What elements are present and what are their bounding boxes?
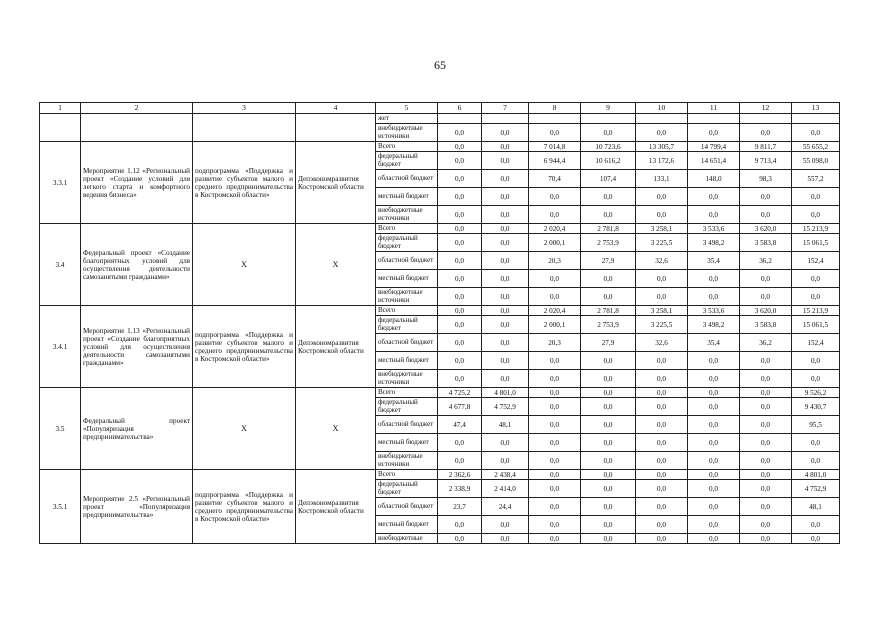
amount-cell: [482, 114, 529, 124]
amount-cell: 4 801,0: [792, 470, 840, 480]
amount-cell: 0,0: [438, 452, 482, 470]
amount-cell: 0,0: [581, 480, 636, 498]
funding-source-cell: Всего: [376, 388, 438, 398]
amount-cell: 0,0: [636, 480, 688, 498]
funding-source-cell: местный бюджет: [376, 516, 438, 534]
funding-source-cell: Всего: [376, 470, 438, 480]
executor-cell: X: [296, 388, 376, 470]
amount-cell: [740, 114, 792, 124]
amount-cell: 13 172,6: [636, 152, 688, 170]
amount-cell: 0,0: [482, 452, 529, 470]
amount-cell: 0,0: [438, 306, 482, 316]
amount-cell: 13 305,7: [636, 142, 688, 152]
amount-cell: 55 655,2: [792, 142, 840, 152]
amount-cell: 0,0: [438, 352, 482, 370]
amount-cell: 9 811,7: [740, 142, 792, 152]
amount-cell: 20,3: [529, 252, 581, 270]
amount-cell: 2 753,9: [581, 234, 636, 252]
amount-cell: 0,0: [688, 188, 740, 206]
amount-cell: 0,0: [740, 206, 792, 224]
amount-cell: 0,0: [740, 388, 792, 398]
amount-cell: [792, 114, 840, 124]
amount-cell: 0,0: [438, 152, 482, 170]
amount-cell: 0,0: [482, 316, 529, 334]
amount-cell: 0,0: [688, 124, 740, 142]
funding-source-cell: Всего: [376, 306, 438, 316]
funding-source-cell: внебюджетные источники: [376, 206, 438, 224]
amount-cell: 2 781,8: [581, 306, 636, 316]
amount-cell: 0,0: [636, 206, 688, 224]
amount-cell: 0,0: [438, 252, 482, 270]
amount-cell: 0,0: [740, 452, 792, 470]
row-number-cell: 3.4.1: [40, 306, 81, 388]
table-row: [40, 142, 840, 152]
amount-cell: 0,0: [438, 170, 482, 188]
executor-cell: X: [296, 224, 376, 306]
amount-cell: 0,0: [688, 516, 740, 534]
amount-cell: 6 944,4: [529, 152, 581, 170]
amount-cell: 3 583,8: [740, 316, 792, 334]
amount-cell: 0,0: [438, 534, 482, 544]
subprogram-cell: подпрограмма «Поддержка и развитие субъектов малого и среднего предпринимательства в Костромской области»: [193, 306, 296, 388]
table-row: [40, 224, 840, 234]
amount-cell: 2 338,9: [438, 480, 482, 498]
amount-cell: 0,0: [581, 288, 636, 306]
funding-source-cell: областной бюджет: [376, 170, 438, 188]
column-header: 1: [40, 103, 81, 114]
budget-table: [39, 102, 840, 544]
column-header: 7: [482, 103, 529, 114]
amount-cell: 148,0: [688, 170, 740, 188]
amount-cell: 10 616,2: [581, 152, 636, 170]
column-header: 8: [529, 103, 581, 114]
funding-source-cell: федеральный бюджет: [376, 480, 438, 498]
amount-cell: 0,0: [482, 288, 529, 306]
amount-cell: 15 061,5: [792, 316, 840, 334]
amount-cell: 0,0: [740, 416, 792, 434]
amount-cell: 0,0: [482, 234, 529, 252]
column-header: 4: [296, 103, 376, 114]
amount-cell: 0,0: [792, 124, 840, 142]
amount-cell: 0,0: [688, 434, 740, 452]
amount-cell: 14 799,4: [688, 142, 740, 152]
amount-cell: 0,0: [740, 434, 792, 452]
amount-cell: 0,0: [636, 498, 688, 516]
amount-cell: 0,0: [688, 470, 740, 480]
amount-cell: 9 430,7: [792, 398, 840, 416]
funding-source-cell: внебюджетные источники: [376, 370, 438, 388]
amount-cell: 55 098,0: [792, 152, 840, 170]
amount-cell: 0,0: [636, 124, 688, 142]
amount-cell: 2 020,4: [529, 224, 581, 234]
funding-source-cell: областной бюджет: [376, 334, 438, 352]
amount-cell: 0,0: [529, 434, 581, 452]
amount-cell: 0,0: [688, 270, 740, 288]
funding-source-cell: областной бюджет: [376, 498, 438, 516]
amount-cell: 2 781,8: [581, 224, 636, 234]
amount-cell: 0,0: [529, 416, 581, 434]
executor-cell: Депэкономразвития Костромской области: [296, 142, 376, 224]
amount-cell: 0,0: [688, 398, 740, 416]
measure-name-cell: Мероприятие 1.13 «Региональный проект «Создание благоприятных условий для осуществления деятельности самозанятыми гражданами»: [81, 306, 193, 388]
amount-cell: 0,0: [529, 388, 581, 398]
amount-cell: 3 620,0: [740, 224, 792, 234]
amount-cell: 27,9: [581, 252, 636, 270]
funding-source-cell: внебюджетные источники: [376, 124, 438, 142]
amount-cell: 9 713,4: [740, 152, 792, 170]
amount-cell: 0,0: [636, 416, 688, 434]
table-row: [40, 306, 840, 316]
amount-cell: 0,0: [792, 206, 840, 224]
amount-cell: 0,0: [636, 188, 688, 206]
funding-source-cell: федеральный бюджет: [376, 398, 438, 416]
amount-cell: 0,0: [482, 206, 529, 224]
amount-cell: 0,0: [581, 498, 636, 516]
amount-cell: 0,0: [581, 206, 636, 224]
amount-cell: 0,0: [581, 470, 636, 480]
amount-cell: 0,0: [740, 516, 792, 534]
subprogram-cell: подпрограмма «Поддержка и развитие субъектов малого и среднего предпринимательства в Костромской области»: [193, 470, 296, 544]
amount-cell: 0,0: [636, 270, 688, 288]
table-row: [40, 470, 840, 480]
funding-source-cell: местный бюджет: [376, 352, 438, 370]
amount-cell: 0,0: [792, 370, 840, 388]
subprogram-cell: [193, 114, 296, 142]
amount-cell: 0,0: [581, 416, 636, 434]
amount-cell: 0,0: [482, 534, 529, 544]
amount-cell: 0,0: [636, 434, 688, 452]
amount-cell: 0,0: [688, 498, 740, 516]
funding-source-cell: внебюджетные источники: [376, 452, 438, 470]
amount-cell: 0,0: [688, 352, 740, 370]
amount-cell: 0,0: [688, 416, 740, 434]
amount-cell: 0,0: [792, 516, 840, 534]
amount-cell: [438, 114, 482, 124]
amount-cell: 0,0: [581, 188, 636, 206]
column-header: 9: [581, 103, 636, 114]
amount-cell: 0,0: [529, 124, 581, 142]
amount-cell: 32,6: [636, 334, 688, 352]
amount-cell: 0,0: [740, 352, 792, 370]
measure-name-cell: Федеральный проект «Популяризация предпринимательства»: [81, 388, 193, 470]
amount-cell: 0,0: [438, 224, 482, 234]
amount-cell: 0,0: [740, 270, 792, 288]
amount-cell: 15 061,5: [792, 234, 840, 252]
amount-cell: [581, 114, 636, 124]
amount-cell: 0,0: [482, 270, 529, 288]
amount-cell: 0,0: [482, 352, 529, 370]
amount-cell: 0,0: [688, 388, 740, 398]
amount-cell: 0,0: [740, 470, 792, 480]
amount-cell: 0,0: [581, 534, 636, 544]
amount-cell: 0,0: [581, 398, 636, 416]
amount-cell: 14 651,4: [688, 152, 740, 170]
measure-name-cell: Федеральный проект «Создание благоприятных условий для осуществления деятельности самозанятыми гражданами»: [81, 224, 193, 306]
amount-cell: 24,4: [482, 498, 529, 516]
amount-cell: [688, 114, 740, 124]
amount-cell: 0,0: [482, 142, 529, 152]
amount-cell: 0,0: [529, 480, 581, 498]
amount-cell: 3 583,8: [740, 234, 792, 252]
amount-cell: 0,0: [581, 352, 636, 370]
amount-cell: 32,6: [636, 252, 688, 270]
funding-source-cell: областной бюджет: [376, 252, 438, 270]
amount-cell: 0,0: [636, 352, 688, 370]
executor-cell: [296, 114, 376, 142]
amount-cell: 0,0: [792, 270, 840, 288]
amount-cell: 0,0: [482, 188, 529, 206]
amount-cell: 0,0: [740, 480, 792, 498]
amount-cell: 2 362,6: [438, 470, 482, 480]
amount-cell: 2 000,1: [529, 234, 581, 252]
amount-cell: 0,0: [792, 188, 840, 206]
amount-cell: 98,3: [740, 170, 792, 188]
amount-cell: 3 258,1: [636, 224, 688, 234]
amount-cell: 0,0: [636, 516, 688, 534]
amount-cell: 23,7: [438, 498, 482, 516]
column-header: 11: [688, 103, 740, 114]
amount-cell: 0,0: [740, 370, 792, 388]
amount-cell: 0,0: [740, 124, 792, 142]
amount-cell: 0,0: [438, 206, 482, 224]
amount-cell: 0,0: [688, 370, 740, 388]
amount-cell: 0,0: [581, 270, 636, 288]
amount-cell: 0,0: [438, 316, 482, 334]
amount-cell: 0,0: [740, 398, 792, 416]
amount-cell: 0,0: [438, 270, 482, 288]
funding-source-cell: местный бюджет: [376, 188, 438, 206]
column-header: 6: [438, 103, 482, 114]
amount-cell: 36,2: [740, 334, 792, 352]
column-header: 13: [792, 103, 840, 114]
executor-cell: Депэкономразвития Костромской области: [296, 470, 376, 544]
amount-cell: 36,2: [740, 252, 792, 270]
amount-cell: 4 725,2: [438, 388, 482, 398]
amount-cell: 0,0: [438, 288, 482, 306]
amount-cell: 152,4: [792, 252, 840, 270]
amount-cell: 0,0: [482, 224, 529, 234]
amount-cell: 0,0: [529, 498, 581, 516]
column-header: 12: [740, 103, 792, 114]
amount-cell: 0,0: [482, 170, 529, 188]
amount-cell: 27,9: [581, 334, 636, 352]
amount-cell: 0,0: [529, 352, 581, 370]
header-row: [40, 103, 840, 114]
amount-cell: 0,0: [740, 288, 792, 306]
amount-cell: 20,3: [529, 334, 581, 352]
amount-cell: 0,0: [792, 452, 840, 470]
amount-cell: 0,0: [529, 534, 581, 544]
amount-cell: 0,0: [636, 288, 688, 306]
amount-cell: 15 213,9: [792, 224, 840, 234]
amount-cell: 3 498,2: [688, 234, 740, 252]
funding-source-cell: областной бюджет: [376, 416, 438, 434]
amount-cell: 0,0: [581, 452, 636, 470]
amount-cell: 35,4: [688, 252, 740, 270]
amount-cell: 0,0: [482, 152, 529, 170]
amount-cell: 0,0: [581, 516, 636, 534]
funding-source-cell: Всего: [376, 224, 438, 234]
amount-cell: 0,0: [792, 434, 840, 452]
page-number: 65: [434, 58, 446, 72]
amount-cell: 0,0: [529, 370, 581, 388]
amount-cell: 0,0: [740, 534, 792, 544]
amount-cell: 0,0: [529, 188, 581, 206]
amount-cell: 47,4: [438, 416, 482, 434]
amount-cell: 4 752,9: [792, 480, 840, 498]
amount-cell: 0,0: [636, 452, 688, 470]
amount-cell: 0,0: [529, 398, 581, 416]
amount-cell: 2 000,1: [529, 316, 581, 334]
amount-cell: 2 414,0: [482, 480, 529, 498]
executor-cell: Депэкономразвития Костромской области: [296, 306, 376, 388]
amount-cell: 0,0: [438, 124, 482, 142]
amount-cell: 0,0: [636, 534, 688, 544]
funding-source-cell: федеральный бюджет: [376, 152, 438, 170]
amount-cell: 0,0: [438, 234, 482, 252]
amount-cell: 0,0: [581, 124, 636, 142]
amount-cell: 3 225,5: [636, 316, 688, 334]
amount-cell: 0,0: [438, 434, 482, 452]
column-header: 5: [376, 103, 438, 114]
row-number-cell: 3.4: [40, 224, 81, 306]
amount-cell: 0,0: [688, 480, 740, 498]
amount-cell: 10 723,6: [581, 142, 636, 152]
amount-cell: 0,0: [636, 370, 688, 388]
amount-cell: 3 258,1: [636, 306, 688, 316]
amount-cell: [529, 114, 581, 124]
measure-name-cell: Мероприятие 2.5 «Региональный проект «Популяризация предпринимательства»: [81, 470, 193, 544]
amount-cell: 2 438,4: [482, 470, 529, 480]
amount-cell: 4 752,9: [482, 398, 529, 416]
row-number-cell: [40, 114, 81, 142]
amount-cell: 0,0: [740, 188, 792, 206]
amount-cell: 0,0: [792, 534, 840, 544]
funding-source-cell: федеральный бюджет: [376, 316, 438, 334]
amount-cell: 95,5: [792, 416, 840, 434]
amount-cell: 0,0: [740, 498, 792, 516]
amount-cell: 0,0: [482, 252, 529, 270]
amount-cell: 4 677,8: [438, 398, 482, 416]
amount-cell: 0,0: [482, 334, 529, 352]
table-row: [40, 114, 840, 124]
column-header: 2: [81, 103, 193, 114]
amount-cell: 0,0: [438, 334, 482, 352]
amount-cell: 9 526,2: [792, 388, 840, 398]
measure-name-cell: Мероприятие 1.12 «Региональный проект «Создание условий для легкого старта и комфортного ведения бизнеса»: [81, 142, 193, 224]
amount-cell: 2 020,4: [529, 306, 581, 316]
funding-source-cell: местный бюджет: [376, 434, 438, 452]
amount-cell: 0,0: [581, 370, 636, 388]
amount-cell: 3 533,6: [688, 224, 740, 234]
subprogram-cell: подпрограмма «Поддержка и развитие субъектов малого и среднего предпринимательства в Костромской области»: [193, 142, 296, 224]
amount-cell: 7 014,8: [529, 142, 581, 152]
amount-cell: [636, 114, 688, 124]
amount-cell: 0,0: [438, 516, 482, 534]
amount-cell: 0,0: [482, 124, 529, 142]
amount-cell: 0,0: [636, 388, 688, 398]
row-number-cell: 3.5.1: [40, 470, 81, 544]
amount-cell: 35,4: [688, 334, 740, 352]
amount-cell: 3 620,0: [740, 306, 792, 316]
amount-cell: 4 801,0: [482, 388, 529, 398]
amount-cell: 0,0: [792, 288, 840, 306]
amount-cell: 0,0: [792, 352, 840, 370]
funding-source-cell: Всего: [376, 142, 438, 152]
funding-source-cell: внебюджетные источники: [376, 288, 438, 306]
amount-cell: 0,0: [688, 206, 740, 224]
amount-cell: 0,0: [529, 288, 581, 306]
amount-cell: 2 753,9: [581, 316, 636, 334]
amount-cell: 3 225,5: [636, 234, 688, 252]
amount-cell: 107,4: [581, 170, 636, 188]
funding-source-cell: федеральный бюджет: [376, 234, 438, 252]
table-row: [40, 388, 840, 398]
column-header: 10: [636, 103, 688, 114]
funding-source-cell: внебюджетные: [376, 534, 438, 544]
amount-cell: 0,0: [636, 470, 688, 480]
amount-cell: 0,0: [438, 188, 482, 206]
amount-cell: 3 533,6: [688, 306, 740, 316]
amount-cell: 0,0: [482, 370, 529, 388]
column-header: 3: [193, 103, 296, 114]
amount-cell: 0,0: [636, 398, 688, 416]
subprogram-cell: X: [193, 388, 296, 470]
amount-cell: 70,4: [529, 170, 581, 188]
amount-cell: 0,0: [438, 142, 482, 152]
amount-cell: 15 213,9: [792, 306, 840, 316]
measure-name-cell: [81, 114, 193, 142]
amount-cell: 3 498,2: [688, 316, 740, 334]
amount-cell: 48,1: [792, 498, 840, 516]
amount-cell: 0,0: [688, 534, 740, 544]
amount-cell: 0,0: [688, 288, 740, 306]
amount-cell: 0,0: [529, 206, 581, 224]
row-number-cell: 3.3.1: [40, 142, 81, 224]
amount-cell: 0,0: [529, 516, 581, 534]
amount-cell: 133,1: [636, 170, 688, 188]
amount-cell: 0,0: [482, 306, 529, 316]
row-number-cell: 3.5: [40, 388, 81, 470]
amount-cell: 0,0: [529, 452, 581, 470]
amount-cell: 0,0: [529, 270, 581, 288]
amount-cell: 0,0: [438, 370, 482, 388]
amount-cell: 0,0: [482, 516, 529, 534]
amount-cell: 152,4: [792, 334, 840, 352]
amount-cell: 0,0: [482, 434, 529, 452]
funding-source-cell: жет: [376, 114, 438, 124]
amount-cell: 0,0: [581, 434, 636, 452]
table-body: [40, 103, 840, 544]
amount-cell: 557,2: [792, 170, 840, 188]
amount-cell: 0,0: [688, 452, 740, 470]
amount-cell: 0,0: [529, 470, 581, 480]
amount-cell: 0,0: [581, 388, 636, 398]
funding-source-cell: местный бюджет: [376, 270, 438, 288]
subprogram-cell: X: [193, 224, 296, 306]
amount-cell: 48,1: [482, 416, 529, 434]
